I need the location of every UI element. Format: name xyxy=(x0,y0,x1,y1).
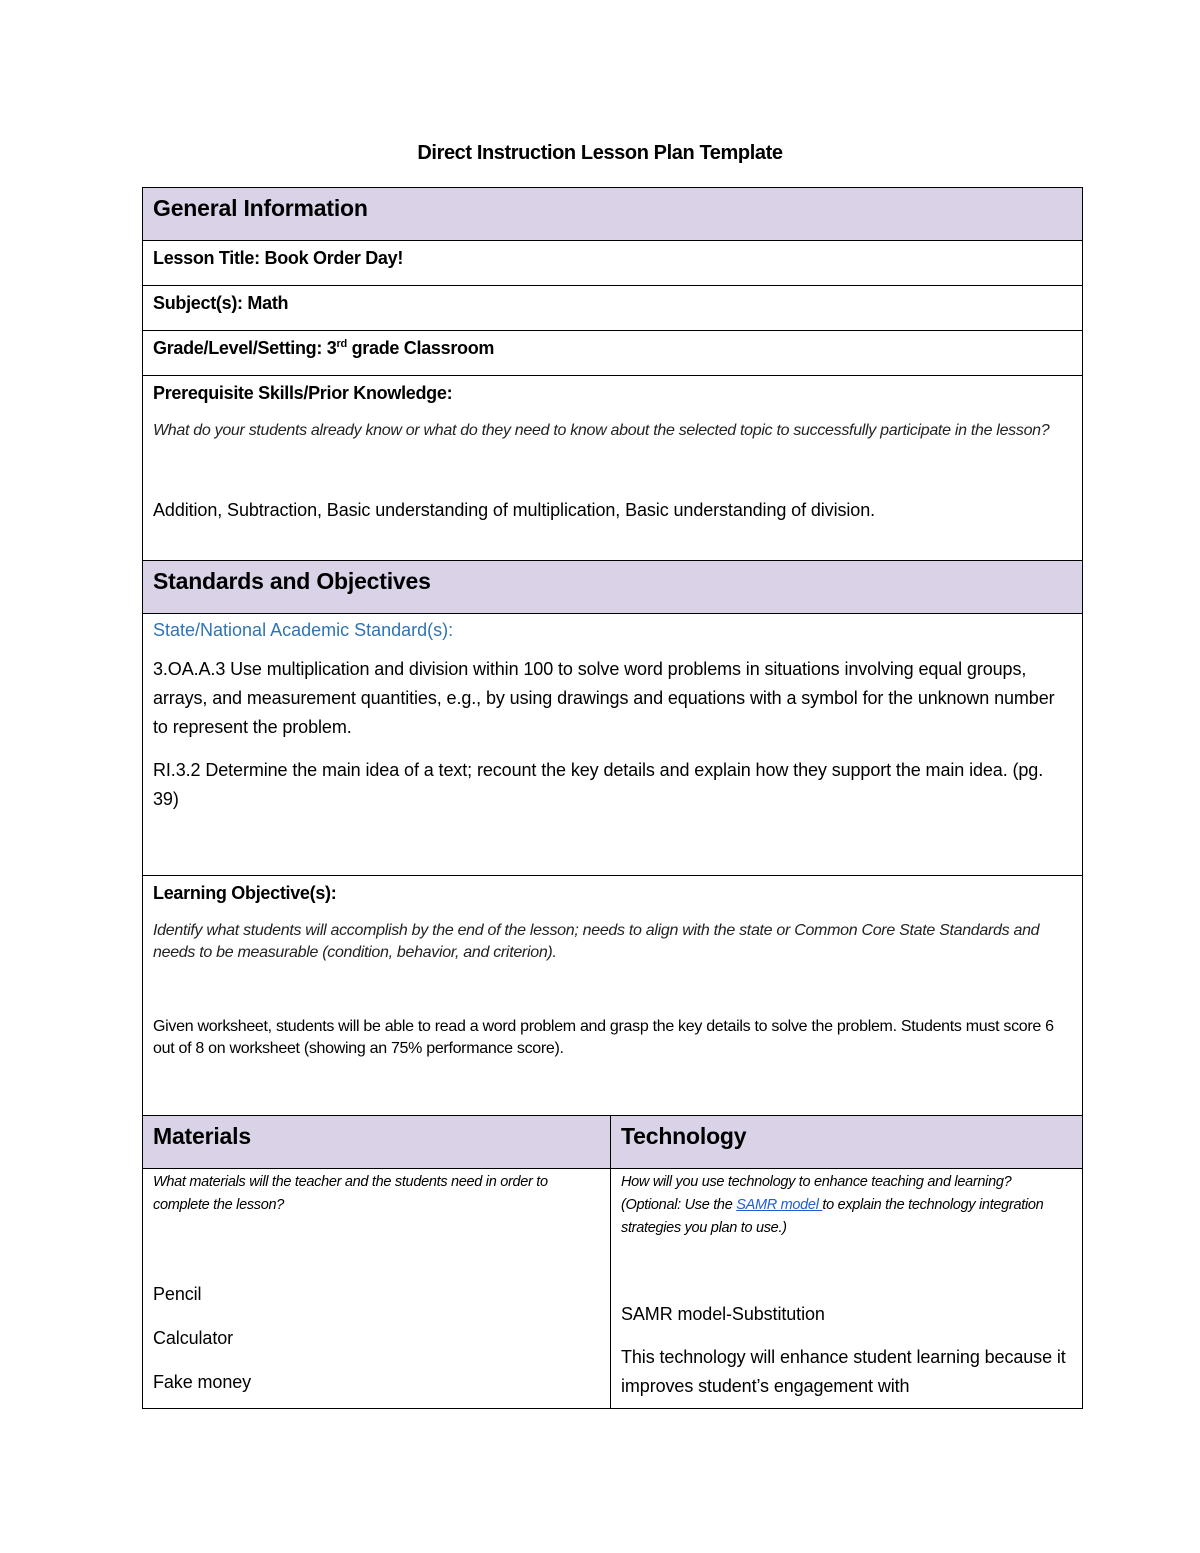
standard-3oaa3: 3.OA.A.3 Use multiplication and division within 100 to solve word problems in situations involving equal groups, arrays, and measurement quantities, e.g., by using drawings and equations with a symbol for the unknown number to represent the problem. xyxy=(153,659,1055,737)
general-info-header-row xyxy=(143,188,1083,241)
subject-value: Math xyxy=(247,293,289,313)
prereq-prompt: What do your students already know or what do they need to know about the selected topic to successfully participate in the lesson? xyxy=(153,422,1050,439)
samr-model-link[interactable]: SAMR model xyxy=(736,1197,823,1213)
materials-cell xyxy=(143,1169,611,1409)
lesson-title-row xyxy=(143,241,1083,286)
academic-standards-row xyxy=(143,614,1083,876)
learning-objective-label: Learning Objective(s): xyxy=(153,883,337,903)
technology-prompt xyxy=(621,1169,1072,1240)
prereq-row xyxy=(143,376,1083,561)
academic-standard-label: State/National Academic Standard(s): xyxy=(153,620,454,640)
general-info-header xyxy=(143,188,1083,241)
lesson-plan-table xyxy=(142,187,1083,1409)
technology-prompt-start: How will you use technology to enhance teaching and learning? (Optional: Use the xyxy=(621,1174,1012,1213)
materials-technology-row xyxy=(143,1169,1083,1409)
technology-description: This technology will enhance student learning because it improves student’s engagement with xyxy=(621,1347,1066,1396)
standard-ri32: RI.3.2 Determine the main idea of a text; recount the key details and explain how they support the main idea. (pg. 39) xyxy=(153,760,1044,809)
samr-model-line: SAMR model-Substitution xyxy=(621,1304,825,1324)
grade-number: 3 xyxy=(326,338,337,358)
materials-prompt: What materials will the teacher and the students need in order to complete the lesson? xyxy=(153,1174,548,1213)
standards-heading: Standards and Objectives xyxy=(153,568,431,594)
technology-header xyxy=(611,1116,1083,1169)
subject-row xyxy=(143,286,1083,331)
materials-heading: Materials xyxy=(153,1123,251,1149)
grade-row xyxy=(143,331,1083,376)
learning-objective-prompt: Identify what students will accomplish by the end of the lesson; needs to align with the state or Common Core State Standards and needs to be measurable (condition, behavior, and criterion). xyxy=(153,922,1040,961)
standards-header-row xyxy=(143,561,1083,614)
materials-item: Fake money xyxy=(153,1372,252,1392)
standards-header xyxy=(143,561,1083,614)
materials-header xyxy=(143,1116,611,1169)
technology-cell xyxy=(611,1169,1083,1409)
grade-suffix: rd xyxy=(336,338,347,350)
subject-field xyxy=(153,286,1072,314)
lesson-title-value: Book Order Day! xyxy=(264,248,404,268)
materials-item: Pencil xyxy=(153,1284,202,1304)
grade-label: Grade/Level/Setting: xyxy=(153,338,323,358)
prereq-label: Prerequisite Skills/Prior Knowledge: xyxy=(153,383,453,403)
grade-field xyxy=(153,331,1072,359)
materials-item: Calculator xyxy=(153,1328,234,1348)
materials-list xyxy=(153,1280,600,1397)
learning-objective-row xyxy=(143,876,1083,1116)
document-title: Direct Instruction Lesson Plan Template xyxy=(417,142,783,164)
prereq-answer: Addition, Subtraction, Basic understanding of multiplication, Basic understanding of division. xyxy=(153,500,876,520)
materials-technology-header-row xyxy=(143,1116,1083,1169)
grade-value: grade Classroom xyxy=(351,338,495,358)
general-info-heading: General Information xyxy=(153,195,368,221)
learning-objective-answer: Given worksheet, students will be able to read a word problem and grasp the key details to solve the problem. Students must score 6 out of 8 on worksheet (showing an 75% performance score). xyxy=(153,1018,1054,1057)
lesson-title-field xyxy=(153,241,1072,269)
lesson-title-label: Lesson Title: xyxy=(153,248,260,268)
technology-heading: Technology xyxy=(621,1123,747,1149)
subject-label: Subject(s): xyxy=(153,293,243,313)
technology-prompt-end: to explain the technology integration strategies you plan to use.) xyxy=(621,1197,1044,1236)
